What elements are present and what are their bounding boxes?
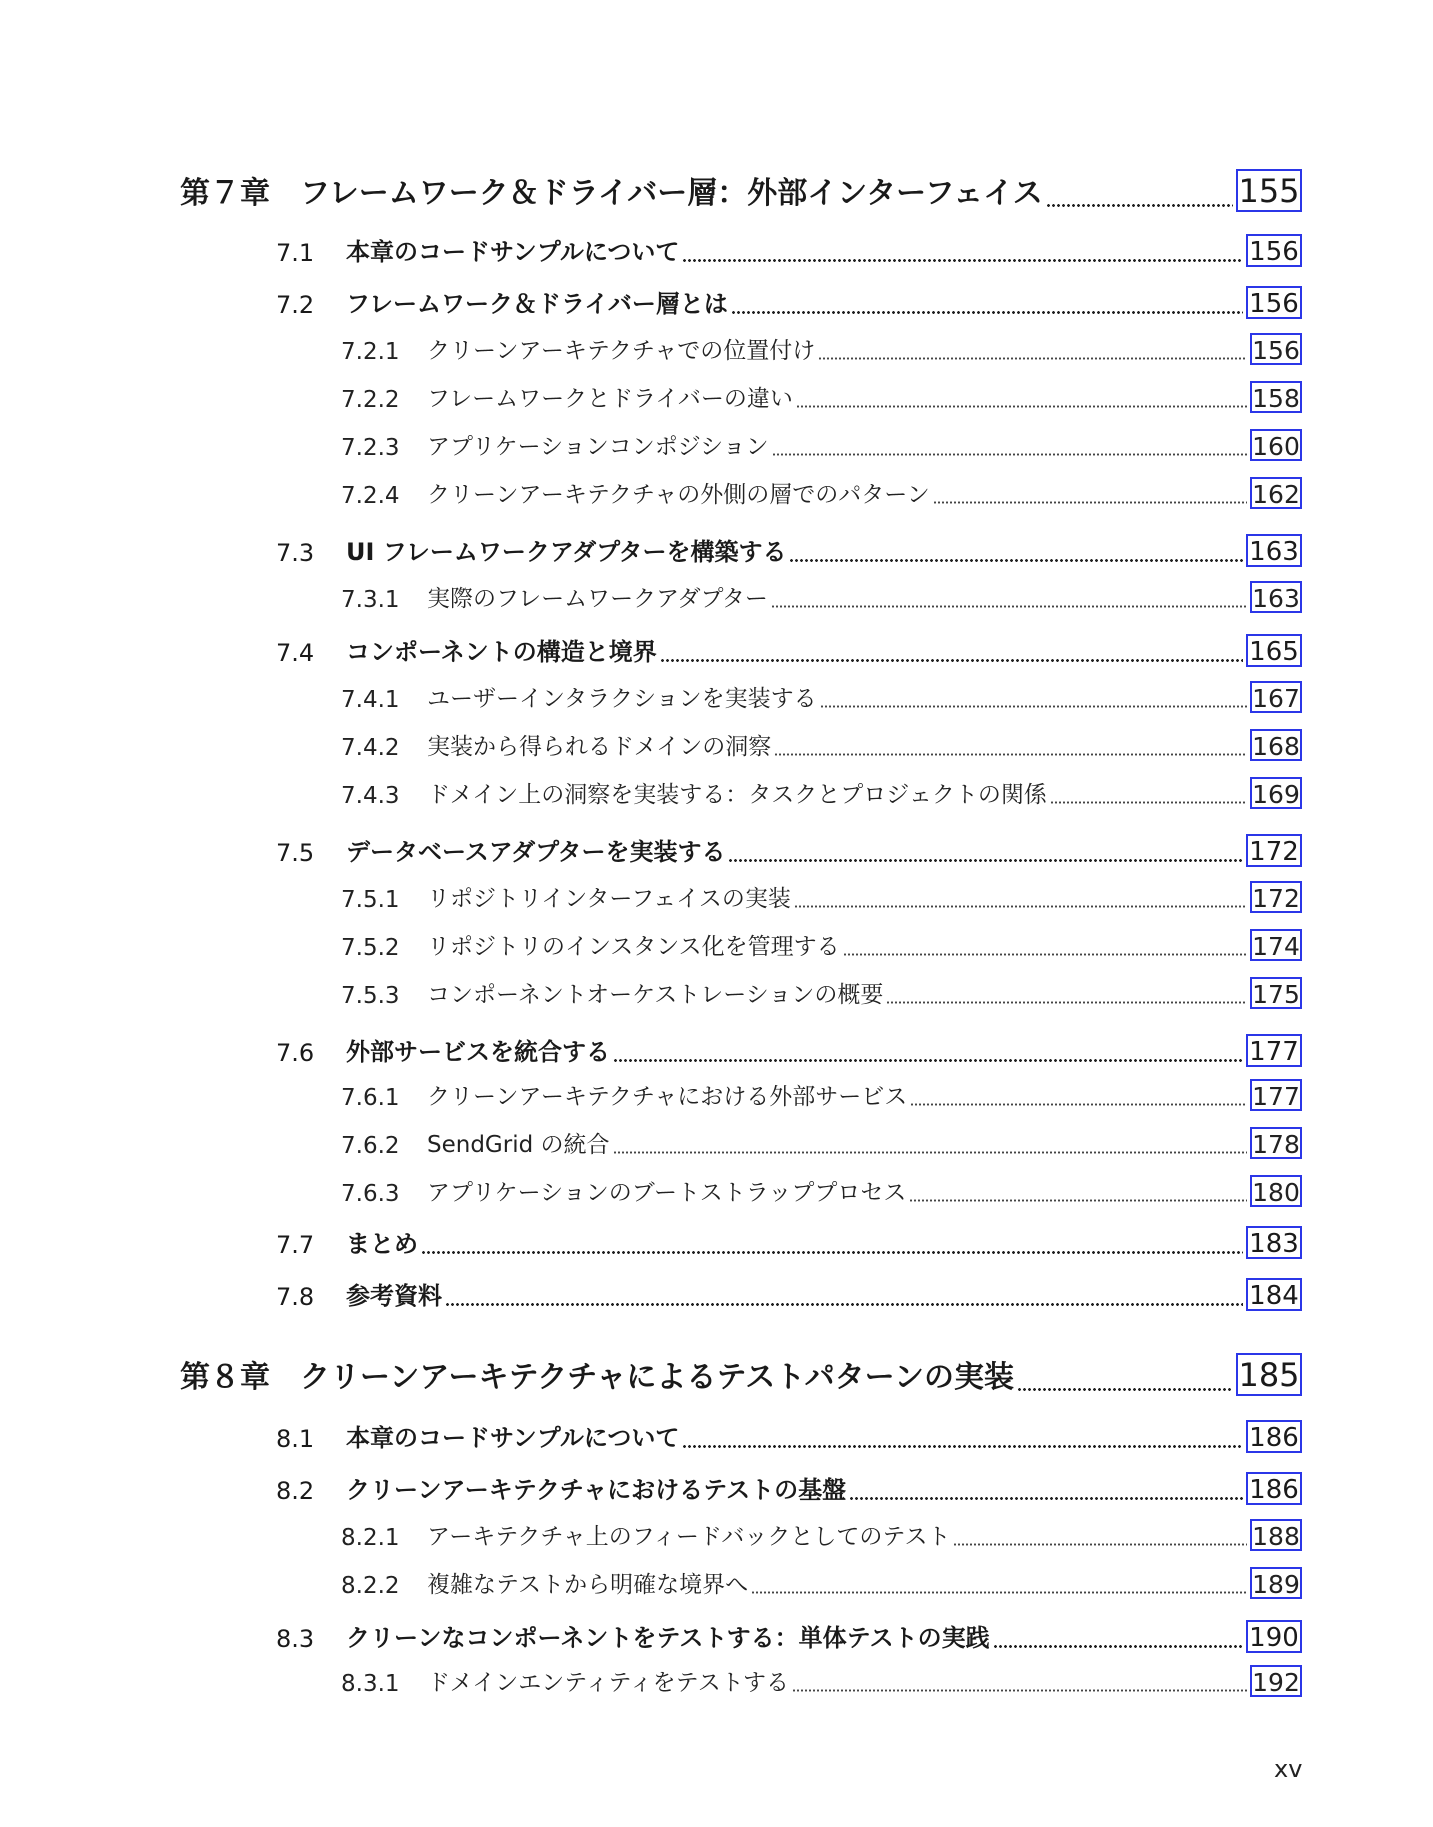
page-link[interactable]: 165 [1246,634,1302,667]
toc-entry-number: 7.4.3 [341,783,400,809]
dot-leader [849,1497,1243,1500]
toc-entry-title: フレームワーク＆ドライバー層：外部インターフェイス [300,176,1043,211]
toc-entry-sub[interactable] [341,1174,1302,1207]
dot-leader [796,405,1247,408]
toc-entry-title: まとめ [346,1230,418,1258]
toc-entry-number: 8.2.1 [341,1525,400,1551]
dot-leader [1046,204,1233,207]
toc-entry-chapter[interactable] [180,1352,1302,1396]
toc-entry-section[interactable] [276,1224,1302,1259]
toc-entry-sub[interactable] [341,380,1302,413]
toc-entry-number: 7.5.3 [341,983,400,1009]
toc-entry-number: 7.5.2 [341,935,400,961]
page-link[interactable]: 169 [1250,777,1302,809]
toc-entry-title: クリーンアーキテクチャの外側の層でのパターン [427,482,930,508]
toc-entry-title: アーキテクチャ上のフィードバックとしてのテスト [427,1524,951,1550]
toc-entry-title: 参考資料 [346,1282,442,1310]
dot-leader [660,659,1243,662]
toc-entry-title: 本章のコードサンプルについて [346,1424,680,1452]
page-link[interactable]: 192 [1250,1665,1302,1697]
page-link[interactable]: 172 [1250,881,1302,913]
toc-entry-sub[interactable] [341,880,1302,913]
toc-entry-number: 第８章 [180,1360,270,1395]
toc-entry-sub[interactable] [341,1664,1302,1697]
dot-leader [886,1001,1247,1004]
page-link[interactable]: 178 [1250,1127,1302,1159]
toc-entry-sub[interactable] [341,928,1302,961]
toc-entry-title: クリーンアーキテクチャでの位置付け [427,338,816,364]
dot-leader [772,453,1247,456]
page-link[interactable]: 185 [1236,1353,1302,1396]
toc-entry-sub[interactable] [341,580,1302,613]
toc-entry-title: リポジトリインターフェイスの実装 [427,886,791,912]
page-link[interactable]: 180 [1250,1175,1302,1207]
toc-entry-number: 7.6.3 [341,1181,400,1207]
toc-entry-chapter[interactable] [180,168,1302,212]
toc-entry-number: 7.8 [276,1283,315,1311]
dot-leader [933,501,1247,504]
toc-entry-section[interactable] [276,532,1302,567]
page-link[interactable]: 158 [1250,381,1302,413]
toc-entry-title: クリーンアーキテクチャによるテストパターンの実装 [300,1360,1014,1395]
toc-entry-number: 7.2.1 [341,339,400,365]
toc-entry-title: ドメイン上の洞察を実装する：タスクとプロジェクトの関係 [427,782,1047,808]
dot-leader [682,259,1243,262]
toc-entry-title: ユーザーインタラクションを実装する [427,686,817,712]
toc-entry-sub[interactable] [341,728,1302,761]
dot-leader [1050,801,1247,804]
page-link[interactable]: 188 [1250,1519,1302,1551]
page-link[interactable]: 167 [1250,681,1302,713]
page-link[interactable]: 163 [1246,534,1302,567]
page-link[interactable]: 156 [1250,333,1302,365]
page-link[interactable]: 160 [1250,429,1302,461]
toc-entry-title: アプリケーションコンポジション [427,434,769,460]
toc-entry-sub[interactable] [341,428,1302,461]
page-number-folio: xv [1274,1755,1303,1783]
toc-entry-title: フレームワークとドライバーの違い [427,386,793,412]
toc-entry-title: 実装から得られるドメインの洞察 [427,734,772,760]
toc-entry-sub[interactable] [341,1518,1302,1551]
toc-entry-number: 7.6.2 [341,1133,400,1159]
toc-entry-number: 7.2.3 [341,435,400,461]
dot-leader [993,1645,1243,1648]
toc-entry-number: 8.1 [276,1425,315,1453]
toc-entry-title: データベースアダプターを実装する [346,838,726,866]
toc-entry-number: 7.3.1 [341,587,400,613]
toc-entry-title: コンポーネントオーケストレーションの概要 [427,982,884,1008]
dot-leader [843,953,1247,956]
toc-entry-number: 7.2 [276,291,315,319]
dot-leader [751,1591,1247,1594]
toc-entry-title: フレームワーク＆ドライバー層とは [346,290,728,318]
toc-entry-sub[interactable] [341,1126,1302,1159]
dot-leader [820,705,1247,708]
page-link[interactable]: 186 [1246,1472,1302,1505]
toc-entry-title: コンポーネントの構造と境界 [346,638,657,666]
toc-entry-section[interactable] [276,284,1302,319]
toc-entry-number: 7.2.4 [341,483,400,509]
toc-entry-sub[interactable] [341,776,1302,809]
toc-entry-title: アプリケーションのブートストラッププロセス [427,1180,907,1206]
dot-leader [818,357,1247,360]
toc-entry-number: 8.3.1 [341,1671,400,1697]
toc-entry-number: 7.5 [276,839,315,867]
toc-entry-number: 7.7 [276,1231,315,1259]
dot-leader [771,605,1247,608]
toc-entry-section[interactable] [276,832,1302,867]
toc-entry-title: SendGrid の統合 [427,1132,610,1158]
toc-entry-title: 外部サービスを統合する [346,1038,610,1066]
dot-leader [728,859,1243,862]
dot-leader [789,559,1243,562]
toc-entry-sub[interactable] [341,1566,1302,1599]
toc-entry-number: 第７章 [180,176,270,211]
toc-entry-title: 本章のコードサンプルについて [346,238,680,266]
page-link[interactable]: 155 [1236,169,1302,212]
toc-entry-section[interactable] [276,632,1302,667]
toc-entry-section[interactable] [276,1618,1302,1653]
dot-leader [682,1445,1243,1448]
page-link[interactable]: 190 [1246,1620,1302,1653]
page-link[interactable]: 189 [1250,1567,1302,1599]
dot-leader [445,1303,1243,1306]
toc-entry-title: UI フレームワークアダプターを構築する [346,538,787,566]
toc-entry-title: クリーンアーキテクチャにおけるテストの基盤 [346,1476,847,1504]
toc-entry-section[interactable] [276,1276,1302,1311]
toc-entry-sub[interactable] [341,976,1302,1009]
toc-entry-sub[interactable] [341,1078,1302,1111]
page-link[interactable]: 162 [1250,477,1302,509]
toc-entry-number: 8.2.2 [341,1573,400,1599]
page-link[interactable]: 174 [1250,929,1302,961]
page-link[interactable]: 186 [1246,1420,1302,1453]
page-link[interactable]: 177 [1246,1034,1302,1067]
dot-leader [1017,1388,1233,1391]
dot-leader [613,1059,1243,1062]
toc-entry-number: 8.3 [276,1625,315,1653]
page-link[interactable]: 168 [1250,729,1302,761]
toc-entry-number: 7.5.1 [341,887,400,913]
toc-entry-sub[interactable] [341,476,1302,509]
toc-entry-number: 7.1 [276,239,315,267]
page-link[interactable]: 172 [1246,834,1302,867]
toc-entry-title: ドメインエンティティをテストする [427,1670,790,1696]
toc-entry-title: 実際のフレームワークアダプター [427,586,768,612]
toc-entry-title: クリーンなコンポーネントをテストする：単体テストの実践 [346,1624,990,1652]
page-link[interactable]: 183 [1246,1226,1302,1259]
toc-entry-number: 7.2.2 [341,387,400,413]
toc-entry-sub[interactable] [341,680,1302,713]
toc-entry-title: クリーンアーキテクチャにおける外部サービス [427,1084,908,1110]
dot-leader [792,1689,1247,1692]
page-link[interactable]: 163 [1250,581,1302,613]
toc-entry-title: 複雑なテストから明確な境界へ [427,1572,749,1598]
dot-leader [613,1151,1247,1154]
dot-leader [909,1199,1247,1202]
toc-entry-section[interactable] [276,1470,1302,1505]
page-link[interactable]: 177 [1250,1079,1302,1111]
toc-entry-title: リポジトリのインスタンス化を管理する [427,934,840,960]
dot-leader [421,1251,1243,1254]
toc-entry-number: 8.2 [276,1477,315,1505]
toc-entry-number: 7.4 [276,639,315,667]
toc-entry-section[interactable] [276,1418,1302,1453]
page-link[interactable]: 184 [1246,1278,1302,1311]
toc-entry-number: 7.4.1 [341,687,400,713]
toc-entry-number: 7.6.1 [341,1085,400,1111]
dot-leader [953,1543,1247,1546]
toc-entry-number: 7.3 [276,539,315,567]
toc-entry-number: 7.4.2 [341,735,400,761]
toc-entry-sub[interactable] [341,332,1302,365]
page-link[interactable]: 175 [1250,977,1302,1009]
toc-entry-number: 7.6 [276,1039,315,1067]
dot-leader [774,753,1247,756]
dot-leader [794,905,1247,908]
page-link[interactable]: 156 [1246,286,1302,319]
toc-entry-section[interactable] [276,1032,1302,1067]
dot-leader [910,1103,1247,1106]
dot-leader [731,311,1243,314]
page-link[interactable]: 156 [1246,234,1302,267]
toc-entry-section[interactable] [276,232,1302,267]
